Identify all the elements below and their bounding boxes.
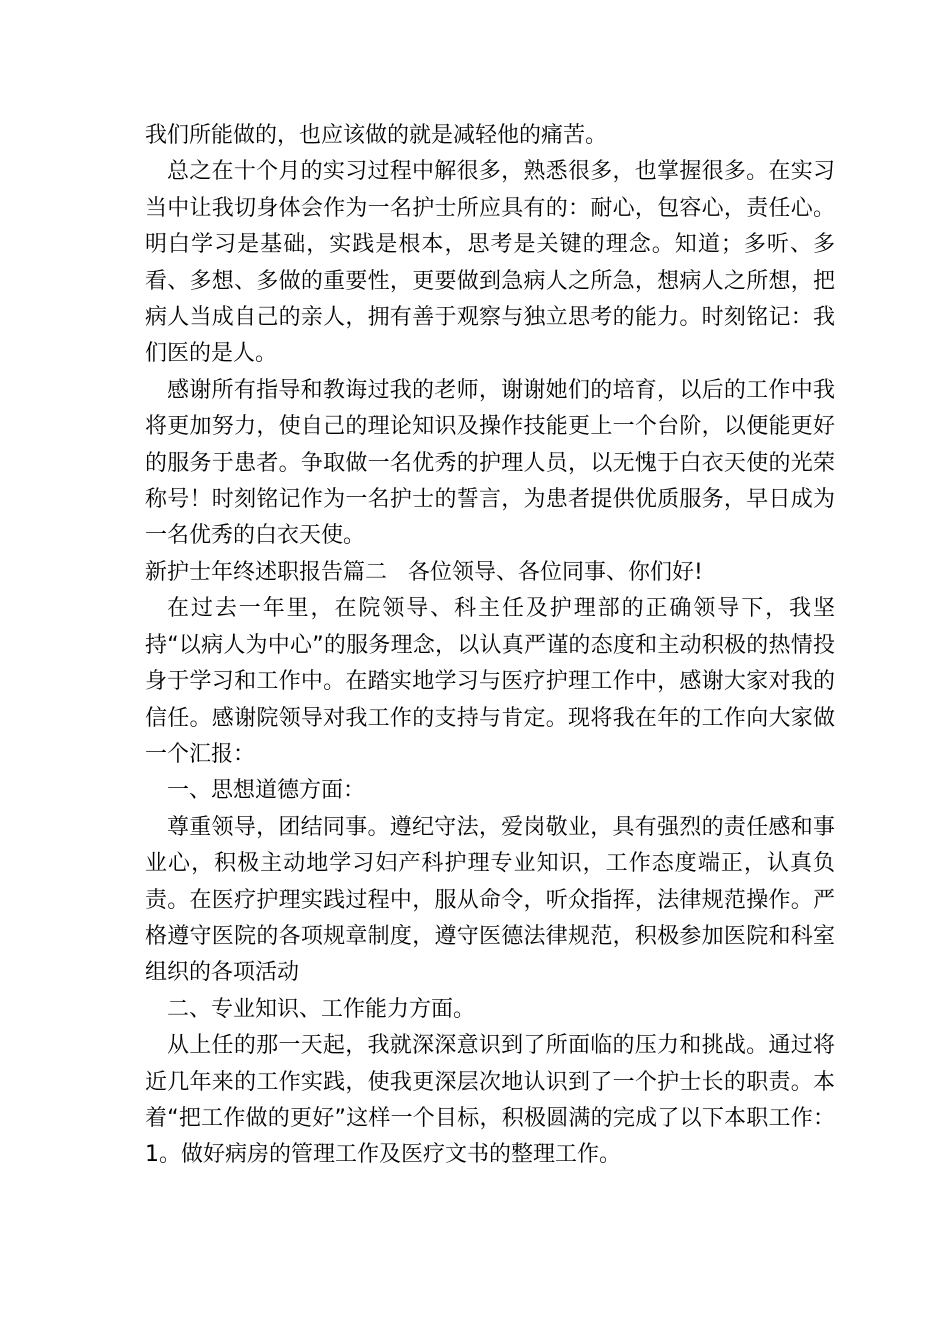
paragraph-3: 感谢所有指导和教诲过我的老师，谢谢她们的培育，以后的工作中我将更加努力，使自己的理论知识及操作技能更上一个台阶，以便能更好的服务于患者。争取做一名优秀的护理人员，以无愧于白衣天使的光荣称号！时刻铭记作为一名护士的誓言，为患者提供优质服务，早日成为一名优秀的白衣天使。: [145, 377, 835, 549]
subheading-2: 二、专业知识、工作能力方面。: [167, 996, 476, 1022]
paragraph-2: 总之在十个月的实习过程中解很多，熟悉很多，也掌握很多。在实习当中让我切身体会作为一名护士所应具有的：耐心，包容心，责任心。明白学习是基础，实践是根本，思考是关键的理念。知道；多听、多看、多想、多做的重要性，更要做到急病人之所急，想病人之所想，把病人当成自己的亲人，拥有善于观察与独立思考的能力。时刻铭记：我们医的是人。: [145, 159, 835, 367]
subheading-1: 一、思想道德方面：: [167, 778, 366, 804]
document-body: [145, 118, 835, 1174]
paragraph-5: 尊重领导，团结同事。遵纪守法，爱岗敬业，具有强烈的责任感和事业心，积极主动地学习妇产科护理专业知识，工作态度端正，认真负责。在医疗护理实践过程中，服从命令，听众指挥，法律规范操作。严格遵守医院的各项规章制度，遵守医德法律规范，积极参加医院和科室组织的各项活动: [145, 814, 835, 986]
paragraph-4: 在过去一年里，在院领导、科主任及护理部的正确领导下，我坚持“以病人为中心”的服务理念，以认真严谨的态度和主动积极的热情投身于学习和工作中。在踏实地学习与医疗护理工作中，感谢大家对我的信任。感谢院领导对我工作的支持与肯定。现将我在年的工作向大家做一个汇报：: [145, 596, 835, 767]
paragraph-1: 我们所能做的，也应该做的就是减轻他的痛苦。: [145, 123, 608, 148]
paragraph-6: 从上任的那一天起，我就深深意识到了所面临的压力和挑战。通过将近几年来的工作实践，使我更深层次地认识到了一个护士长的职责。本着“把工作做的更好”这样一个目标，积极圆满的完成了以下本职工作：1。做好病房的管理工作及医疗文书的整理工作。: [145, 1033, 835, 1168]
section-heading: 新护士年终述职报告篇二 各位领导、各位同事、你们好!: [145, 559, 703, 585]
